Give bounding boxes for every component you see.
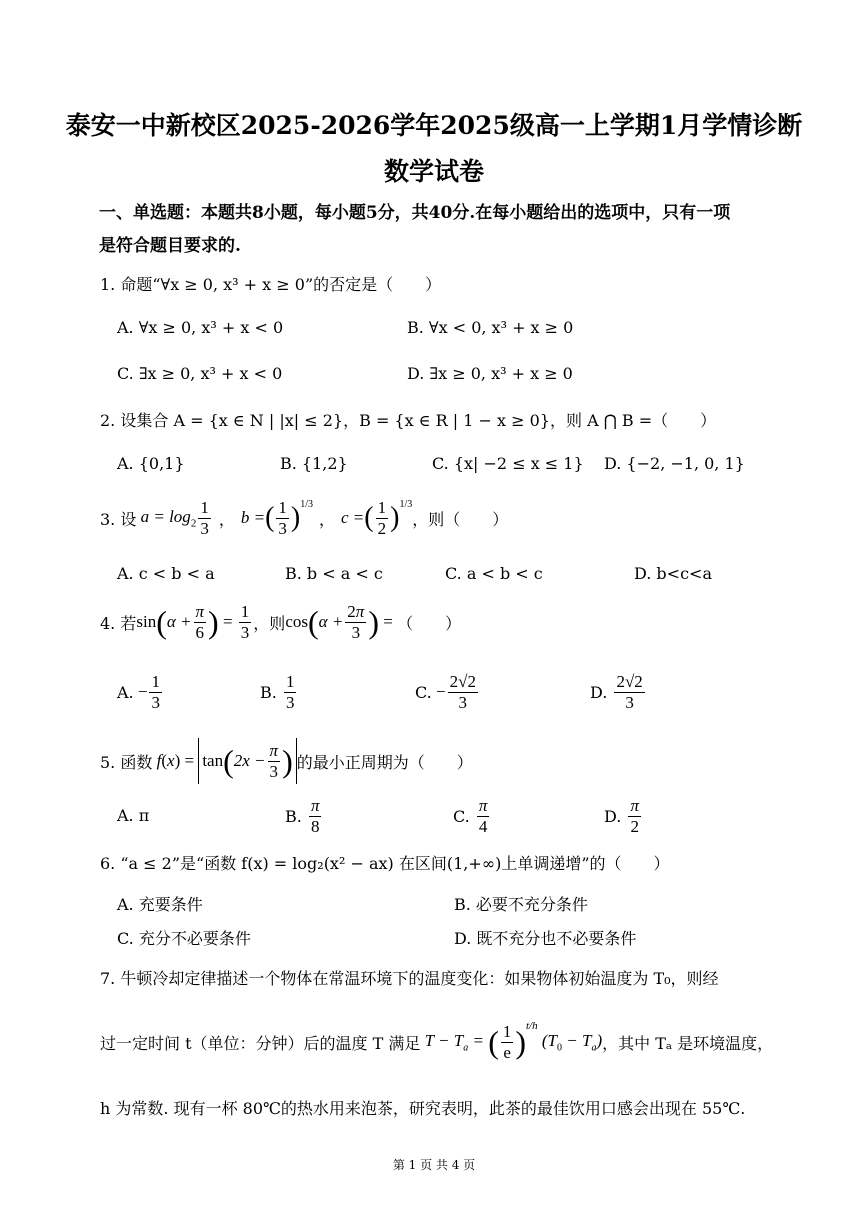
question-7-line2-prefix: 过一定时间 t（单位：分钟）后的温度 T 满足 <box>100 1033 421 1053</box>
question-3-stem: 3. 设 $a = \log_2$ $\frac{1}{3}$ ， b = ( $\frac{1}{3}$ ) $^{1/3}$ ， c = ( $\frac{1}{2}$ ) $^{1/3}$ ，则（ ） <box>100 498 509 538</box>
question-4-stem: 4. 若 sin ( α + $\frac{\pi}{6}$ ) = $\frac{1}{3}$ ，则 cos ( α + $\frac{2\pi}{3}$ ) = （ ） <box>100 602 462 642</box>
question-3-formula-b: b = <box>240 508 266 528</box>
question-4-option-c: C. − $\frac{2√2}{3}$ <box>415 672 476 712</box>
question-5-suffix: 的最小正周期为（ ） <box>296 752 473 772</box>
question-6-option-d: D. 既不充分也不必要条件 <box>454 929 637 948</box>
question-3-option-a: A. c < b < a <box>117 564 215 583</box>
question-4-option-a: A. − $\frac{1}{3}$ <box>117 672 160 712</box>
question-4-suffix: （ ） <box>397 613 462 633</box>
question-7-line2: 过一定时间 t（单位：分钟）后的温度 T 满足 $T - T_a$ = ( $\frac{1}{e}$ ) $^{t/h}$ $(T_0 - T_a)$ ，其中 Tₐ 是环境温度， <box>100 1020 774 1062</box>
question-2-stem: 2. 设集合 A = {x ∈ N | |x| ≤ 2}，B = {x ∈ R | 1 − x ≥ 0}，则 A ⋂ B =（ ） <box>100 411 717 430</box>
question-7-line3: h 为常数. 现有一杯 80℃的热水用来泡茶，研究表明，此茶的最佳饮用口感会出现在 55℃. <box>100 1099 746 1118</box>
question-3-prefix: 3. 设 <box>100 509 137 529</box>
question-1-stem: 1. 命题“∀x ≥ 0, x³ + x ≥ 0”的否定是（ ） <box>100 275 442 294</box>
question-3-option-b: B. b < a < c <box>285 564 383 583</box>
question-4-option-d: D. $\frac{2√2}{3}$ <box>590 672 643 712</box>
question-5-option-b: B. $\frac{\pi}{8}$ <box>285 796 320 836</box>
question-3-option-d: D. b<c<a <box>634 564 712 583</box>
question-3-formula-c: c = <box>341 508 365 528</box>
question-6-option-a: A. 充要条件 <box>117 895 203 914</box>
question-5-prefix: 5. 函数 <box>100 752 153 772</box>
question-7-line1: 7. 牛顿冷却定律描述一个物体在常温环境下的温度变化：如果物体初始温度为 T₀，则经 <box>100 969 719 988</box>
question-4-option-b: B. $\frac{1}{3}$ <box>260 672 295 712</box>
exam-title: 泰安一中新校区2025-2026学年2025级高一上学期1月学情诊断 <box>65 111 803 140</box>
question-2-option-c: C. {x| −2 ≤ x ≤ 1} <box>432 454 584 473</box>
question-6-option-b: B. 必要不充分条件 <box>454 895 588 914</box>
question-4-prefix: 4. 若 <box>100 613 137 633</box>
question-2-option-b: B. {1,2} <box>280 454 348 473</box>
question-3-frac-one-third: $\frac{1}{3}$ <box>200 498 209 538</box>
question-6-option-c: C. 充分不必要条件 <box>117 929 251 948</box>
question-3-suffix: ，则（ ） <box>412 509 509 529</box>
exam-subtitle: 数学试卷 <box>383 157 484 186</box>
question-1-option-d: D. ∃x ≥ 0, x³ + x ≥ 0 <box>407 364 573 383</box>
page-number-footer: 第 1 页 共 4 页 <box>392 1158 476 1172</box>
question-1-option-a: A. ∀x ≥ 0, x³ + x < 0 <box>117 318 284 337</box>
question-2-option-a: A. {0,1} <box>117 454 185 473</box>
question-1-option-b: B. ∀x < 0, x³ + x ≥ 0 <box>407 318 574 337</box>
question-6-stem: 6. “a ≤ 2”是“函数 f(x) = log₂(x² − ax) 在区间(1,+∞)上单调递增”的（ ） <box>100 854 670 873</box>
question-5-option-a: A. π <box>117 806 150 825</box>
question-2-option-d: D. {−2, −1, 0, 1} <box>604 454 745 473</box>
question-3-option-c: C. a < b < c <box>445 564 543 583</box>
question-7-line2-suffix: ，其中 Tₐ 是环境温度， <box>602 1033 774 1053</box>
question-3-formula-a: $a = \log_2$ <box>136 506 197 530</box>
question-1-option-c: C. ∃x ≥ 0, x³ + x < 0 <box>117 364 283 383</box>
question-5-option-d: D. $\frac{\pi}{2}$ <box>604 796 639 836</box>
question-5-stem: 5. 函数 f ( x ) = tan ( 2x − $\frac{\pi}{3}$ ) 的最小正周期为（ ） <box>100 738 473 784</box>
section-heading-line2: 是符合题目要求的. <box>99 236 241 256</box>
question-5-option-c: C. $\frac{\pi}{4}$ <box>453 796 488 836</box>
section-heading-line1: 一、单选题：本题共8小题，每小题5分，共40分.在每小题给出的选项中，只有一项 <box>99 203 731 223</box>
